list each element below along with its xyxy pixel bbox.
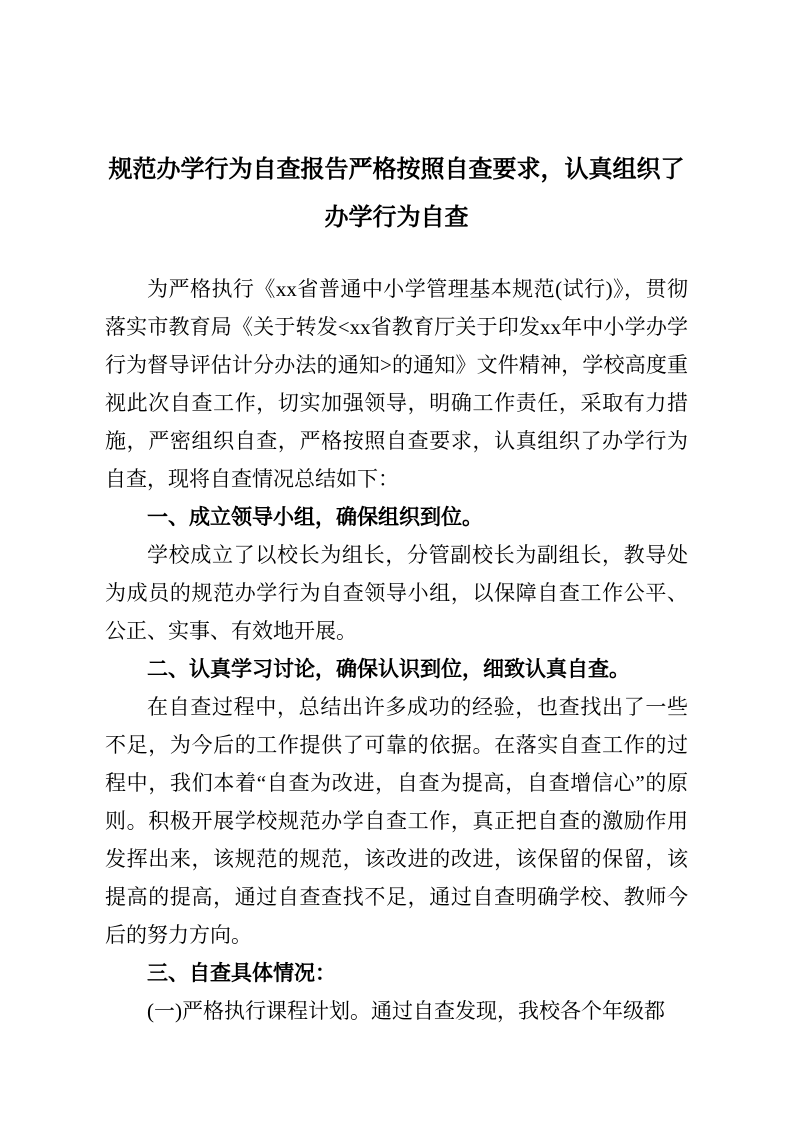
section-heading-3: 三、自查具体情况： [147,961,336,985]
section-heading-1: 一、成立领导小组，确保组织到位。 [147,505,483,529]
document-title: 规范办学行为自查报告严格按照自查要求，认真组织了办学行为自查 [108,157,685,231]
paragraph-intro: 为严格执行《xx省普通中小学管理基本规范(试行)》，贯彻落实市教育局《关于转发<xx省教育厅关于印发xx年中小学办学行为督导评估计分办法的通知>的通知》文件精神，学校高度重视此次自查工作，切实加强领导，明确工作责任，采取有力措施，严密组织自查，严格按照自查要求，认真组织了办学行为自查，现将自查情况总结如下： [105,277,688,491]
paragraph-section-3: (一)严格执行课程计划。通过自查发现，我校各个年级都 [147,999,665,1023]
paragraph-section-1: 学校成立了以校长为组长，分管副校长为副组长，教导处为成员的规范办学行为自查领导小组，以保障自查工作公平、公正、实事、有效地开展。 [105,543,688,643]
paragraph-section-2: 在自查过程中，总结出许多成功的经验，也查找出了一些不足，为今后的工作提供了可靠的依据。在落实自查工作的过程中，我们本着“自查为改进，自查为提高，自查增信心”的原则。积极开展学校规范办学自查工作，真正把自查的激励作用发挥出来，该规范的规范，该改进的改进，该保留的保留，该提高的提高，通过自查查找不足，通过自查明确学校、教师今后的努力方向。 [105,695,688,947]
section-heading-2: 二、认真学习讨论，确保认识到位，细致认真自查。 [147,657,630,681]
